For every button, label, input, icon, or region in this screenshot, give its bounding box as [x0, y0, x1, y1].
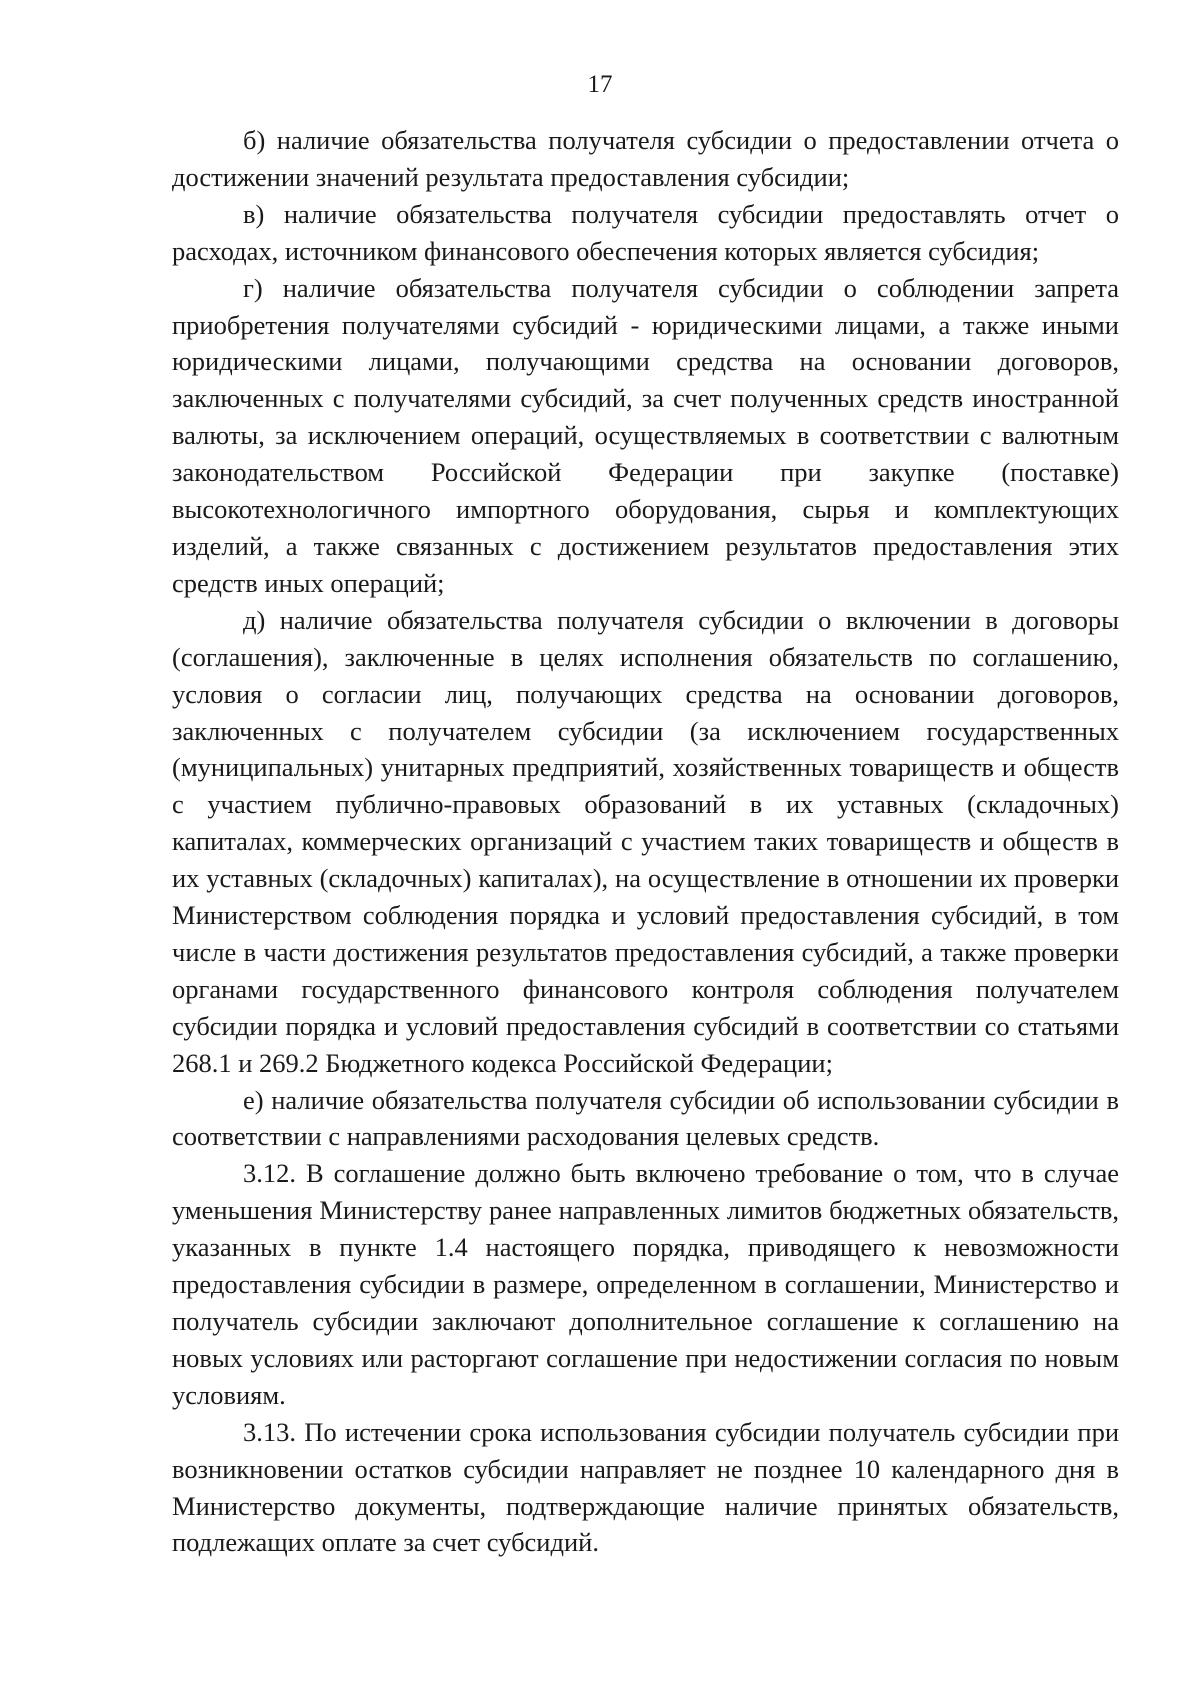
paragraph-e: е) наличие обязательства получателя субсидии об использовании субсидии в соответствии с направлениями расходования целевых средств. [172, 1084, 1119, 1152]
paragraph-b: б) наличие обязательства получателя субсидии о предоставлении отчета о достижении значений результата предоставления субсидии; [172, 125, 1119, 192]
paragraph-g: г) наличие обязательства получателя субсидии о соблюдении запрета приобретения получателями субсидий - юридическими лицами, а также иными юридическими лицами, получающими средства на основании договоров, заключенных с получателями субсидий, за счет полученных средств иностранной валюты, за исключением операций, осуществляемых в соответствии с валютным законодательством Российской Федерации при закупке (поставке) высокотехнологичного импортного оборудования, сырья и комплектующих изделий, а также связанных с достижением результатов предоставления этих средств иных операций; [172, 272, 1119, 598]
paragraph-d: д) наличие обязательства получателя субсидии о включении в договоры (соглашения), заключенные в целях исполнения обязательств по соглашению, условия о согласии лиц, получающих средства на основании договоров, заключенных с получателем субсидии (за исключением государственных (муниципальных) унитарных предприятий, хозяйственных товариществ и обществ с участием публично-правовых образований в их уставных (складочных) капиталах, коммерческих организаций с участием таких товариществ и обществ в их уставных (складочных) капиталах), на осуществление в отношении их проверки Министерством соблюдения порядка и условий предоставления субсидий, в том числе в части достижения результатов предоставления субсидий, а также проверки органами государственного финансового контроля соблюдения получателем субсидии порядка и условий предоставления субсидий в соответствии со статьями 268.1 и 269.2 Бюджетного кодекса Российской Федерации; [172, 604, 1119, 1078]
paragraph-3-13: 3.13. По истечении срока использования субсидии получатель субсидии при возникновении остатков субсидии направляет не позднее 10 календарного дня в Министерство документы, подтверждающие наличие принятых обязательств, подлежащих оплате за счет субсидий. [172, 1416, 1119, 1558]
paragraph-v: в) наличие обязательства получателя субсидии предоставлять отчет о расходах, источником финансового обеспечения которых является субсидия; [172, 198, 1119, 266]
document-body [172, 122, 1119, 1561]
page-number: 17 [587, 71, 613, 98]
paragraph-3-12: 3.12. В соглашение должно быть включено требование о том, что в случае уменьшения Министерству ранее направленных лимитов бюджетных обязательств, указанных в пункте 1.4 настоящего порядка, приводящего к невозможности предоставления субсидии в размере, определенном в соглашении, Министерство и получатель субсидии заключают дополнительное соглашение к соглашению на новых условиях или расторгают соглашение при недостижении согласия по новым условиям. [172, 1158, 1119, 1410]
